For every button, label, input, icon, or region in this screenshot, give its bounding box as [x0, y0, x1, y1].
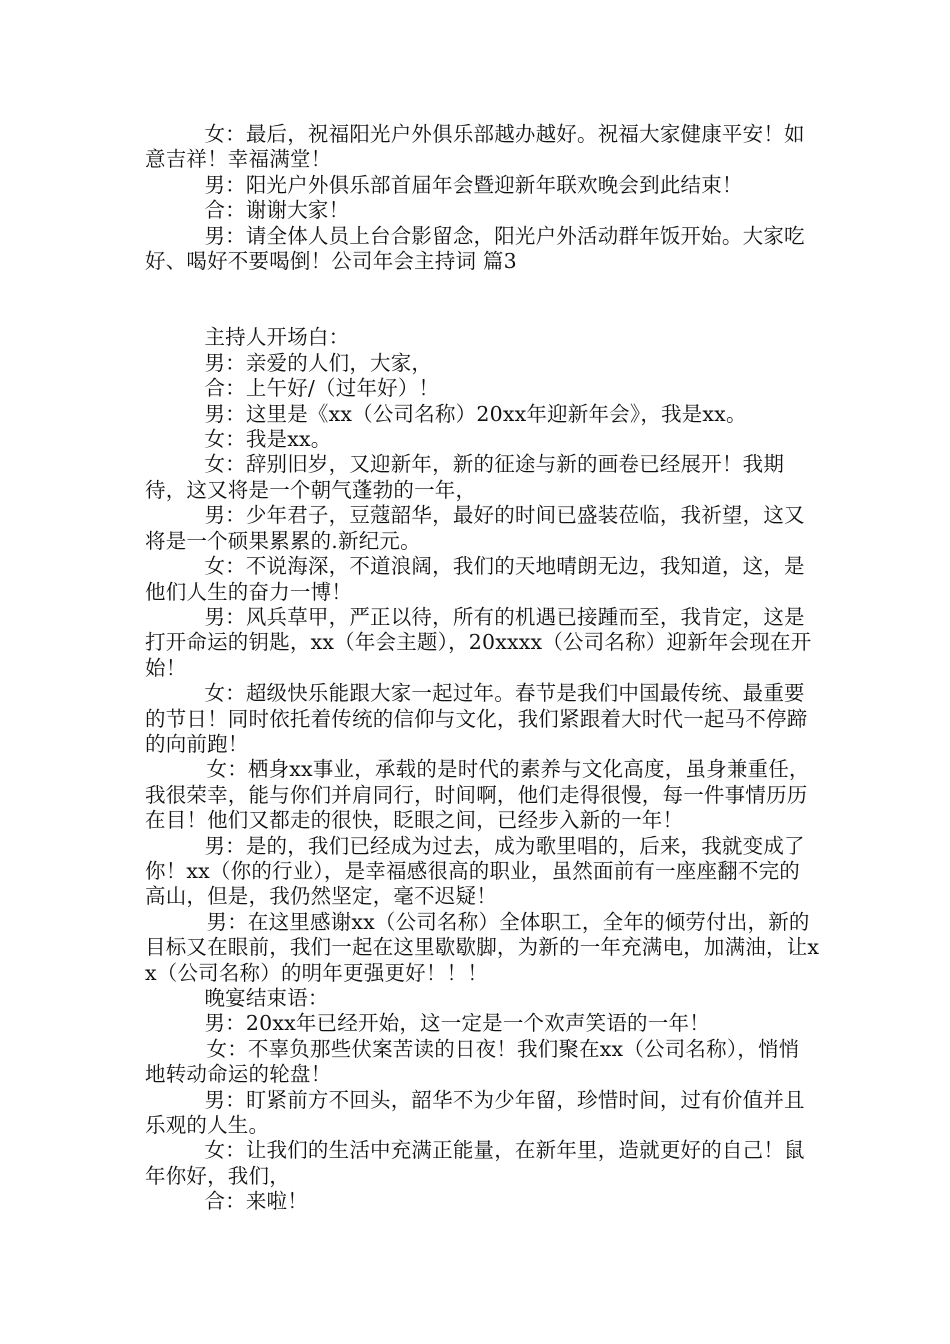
paragraph: 女：辞别旧岁，又迎新年，新的征途与新的画卷已经展开！我期待，这又将是一个朝气蓬勃的一年，: [145, 452, 785, 502]
paragraph: 女：栖身xx事业，承载的是时代的素养与文化高度，虽身兼重任，我很荣幸，能与你们并肩同行，时间啊，他们走得很慢，每一件事情历历在目！他们又都走的很快，眨眼之间，已经步入新的一年！: [145, 757, 810, 833]
paragraph: 男：亲爱的人们，大家，: [204, 350, 433, 375]
paragraph: 女：我是xx。: [204, 427, 332, 452]
document-body: [145, 122, 820, 1215]
paragraph: 男：风兵草甲，严正以待，所有的机遇已接踵而至，我肯定，这是打开命运的钥匙，xx（年会主题），20xxxx（公司名称）迎新年会现在开始！: [145, 604, 812, 680]
paragraph: 男：少年君子，豆蔻韶华，最好的时间已盛装莅临，我祈望，这又将是一个硕果累累的.新纪元。: [145, 503, 805, 553]
paragraph: 男：盯紧前方不回头，韶华不为少年留，珍惜时间，过有价值并且乐观的人生。: [145, 1087, 805, 1138]
paragraph: 合：上午好/（过年好）！: [204, 376, 440, 401]
paragraph: 男：在这里感谢xx（公司名称）全体职工，全年的倾劳付出，新的目标又在眼前，我们一起在这里歇歇脚，为新的一年充满电，加满油，让xx（公司名称）的明年更强更好！！！: [145, 909, 820, 985]
paragraph: 男：请全体人员上台合影留念，阳光户外活动群年饭开始。大家吃好、喝好不要喝倒！公司年会主持词 篇3: [145, 223, 805, 274]
paragraph: 女：让我们的生活中充满正能量，在新年里，造就更好的自己！鼠年你好，我们，: [145, 1138, 805, 1188]
paragraph: 男：20xx年已经开始，这一定是一个欢声笑语的一年！: [204, 1011, 710, 1036]
paragraph: 男：这里是《xx（公司名称）20xx年迎新年会》，我是xx。: [204, 401, 747, 426]
paragraph: 女：不辜负那些伏案苦读的日夜！我们聚在xx（公司名称），悄悄地转动命运的轮盘！: [145, 1036, 800, 1087]
section-heading: 主持人开场白：: [204, 325, 350, 350]
paragraph: 男：阳光户外俱乐部首届年会暨迎新年联欢晚会到此结束！: [204, 172, 743, 197]
section-gap: [145, 274, 820, 325]
paragraph: 女：不说海深，不道浪阔，我们的天地晴朗无边，我知道，这，是他们人生的奋力一博！: [145, 554, 805, 604]
paragraph: 合：谢谢大家！: [204, 198, 350, 223]
paragraph: 女：超级快乐能跟大家一起过年。春节是我们中国最传统、最重要的节日！同时依托着传统的信仰与文化，我们紧跟着大时代一起马不停蹄的向前跑！: [145, 681, 808, 756]
paragraph: 合：来啦！: [204, 1189, 308, 1214]
paragraph: 男：是的，我们已经成为过去，成为歌里唱的，后来，我就变成了你！xx（你的行业），是幸福感很高的职业，虽然面前有一座座翻不完的高山，但是，我仍然坚定，毫不迟疑！: [145, 833, 805, 909]
section-heading: 晚宴结束语：: [204, 986, 329, 1010]
paragraph: 女：最后，祝福阳光户外俱乐部越办越好。祝福大家健康平安！如意吉祥！幸福满堂！: [145, 122, 805, 172]
